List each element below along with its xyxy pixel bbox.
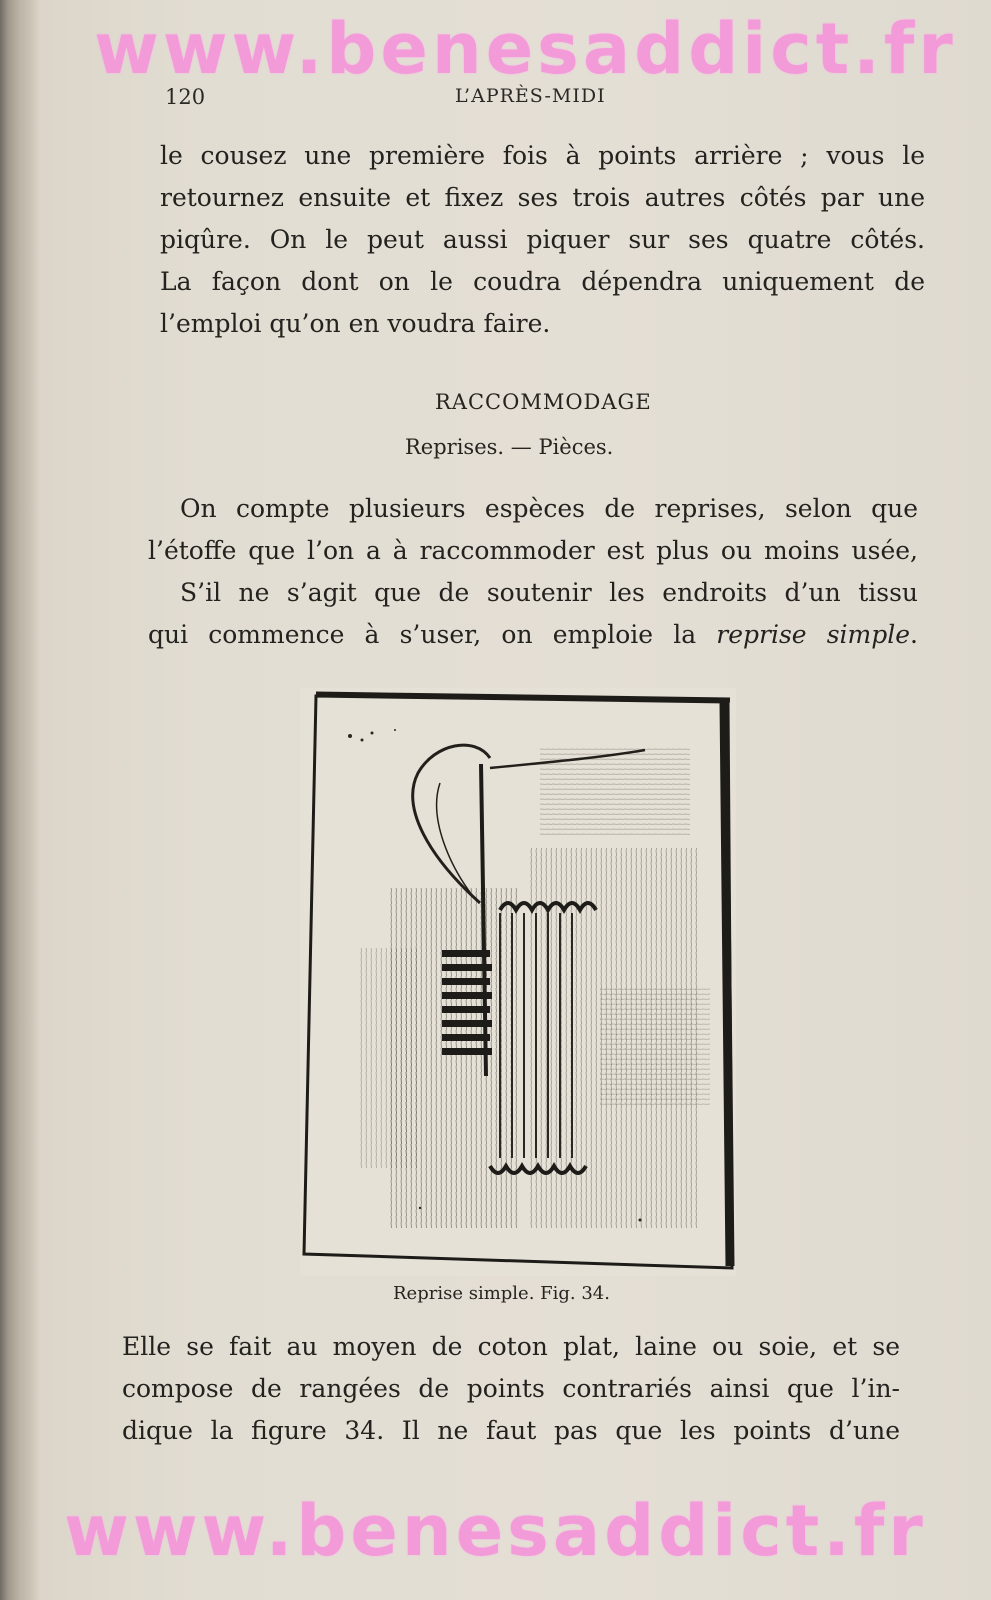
text-line: dique la figure 34. Il ne faut pas que les points d’une [122, 1416, 900, 1445]
paragraph-2 [148, 488, 918, 656]
text-line: Elle se fait au moyen de coton plat, laine ou soie, et se [122, 1332, 900, 1361]
running-head [165, 85, 635, 111]
watermark-top: www.benesaddict.fr [94, 8, 957, 90]
darning-illustration [300, 688, 736, 1276]
text-run: qui commence à s’user, on emploie la [148, 620, 717, 649]
text-line: piqûre. On le peut aussi piquer sur ses quatre côtés. [160, 225, 925, 254]
text-line: compose de rangées de points contrariés ainsi que l’in- [122, 1374, 900, 1403]
text-line: retournez ensuite et fixez ses trois autres côtés par une [160, 183, 925, 212]
book-gutter [0, 0, 40, 1600]
paragraph-3 [122, 1326, 900, 1452]
text-line: l’emploi qu’on en voudra faire. [160, 309, 551, 338]
emphasis-text: reprise simple [716, 620, 911, 649]
figure-caption: Reprise simple. Fig. 34. [393, 1283, 610, 1304]
text-line [148, 614, 918, 656]
section-title: RACCOMMODAGE [435, 390, 652, 414]
text-line: La façon dont on le coudra dépendra uniquement de [160, 267, 925, 296]
watermark-bottom: www.benesaddict.fr [64, 1490, 927, 1572]
running-title: L’APRÈS-MIDI [455, 85, 606, 107]
text-line: On compte plusieurs espèces de reprises, selon que [180, 494, 918, 523]
text-line: S’il ne s’agit que de soutenir les endroits d’un tissu [180, 578, 918, 607]
text-line: l’étoffe que l’on a à raccommoder est plus ou moins usée, [148, 536, 918, 565]
page-number: 120 [165, 85, 206, 109]
section-subtitle: Reprises. — Pièces. [405, 435, 614, 459]
paragraph-1 [160, 135, 925, 345]
darning-engraving [300, 688, 736, 1276]
text-line: le cousez une première fois à points arrière ; vous le [160, 141, 925, 170]
text-run: . [910, 620, 918, 649]
